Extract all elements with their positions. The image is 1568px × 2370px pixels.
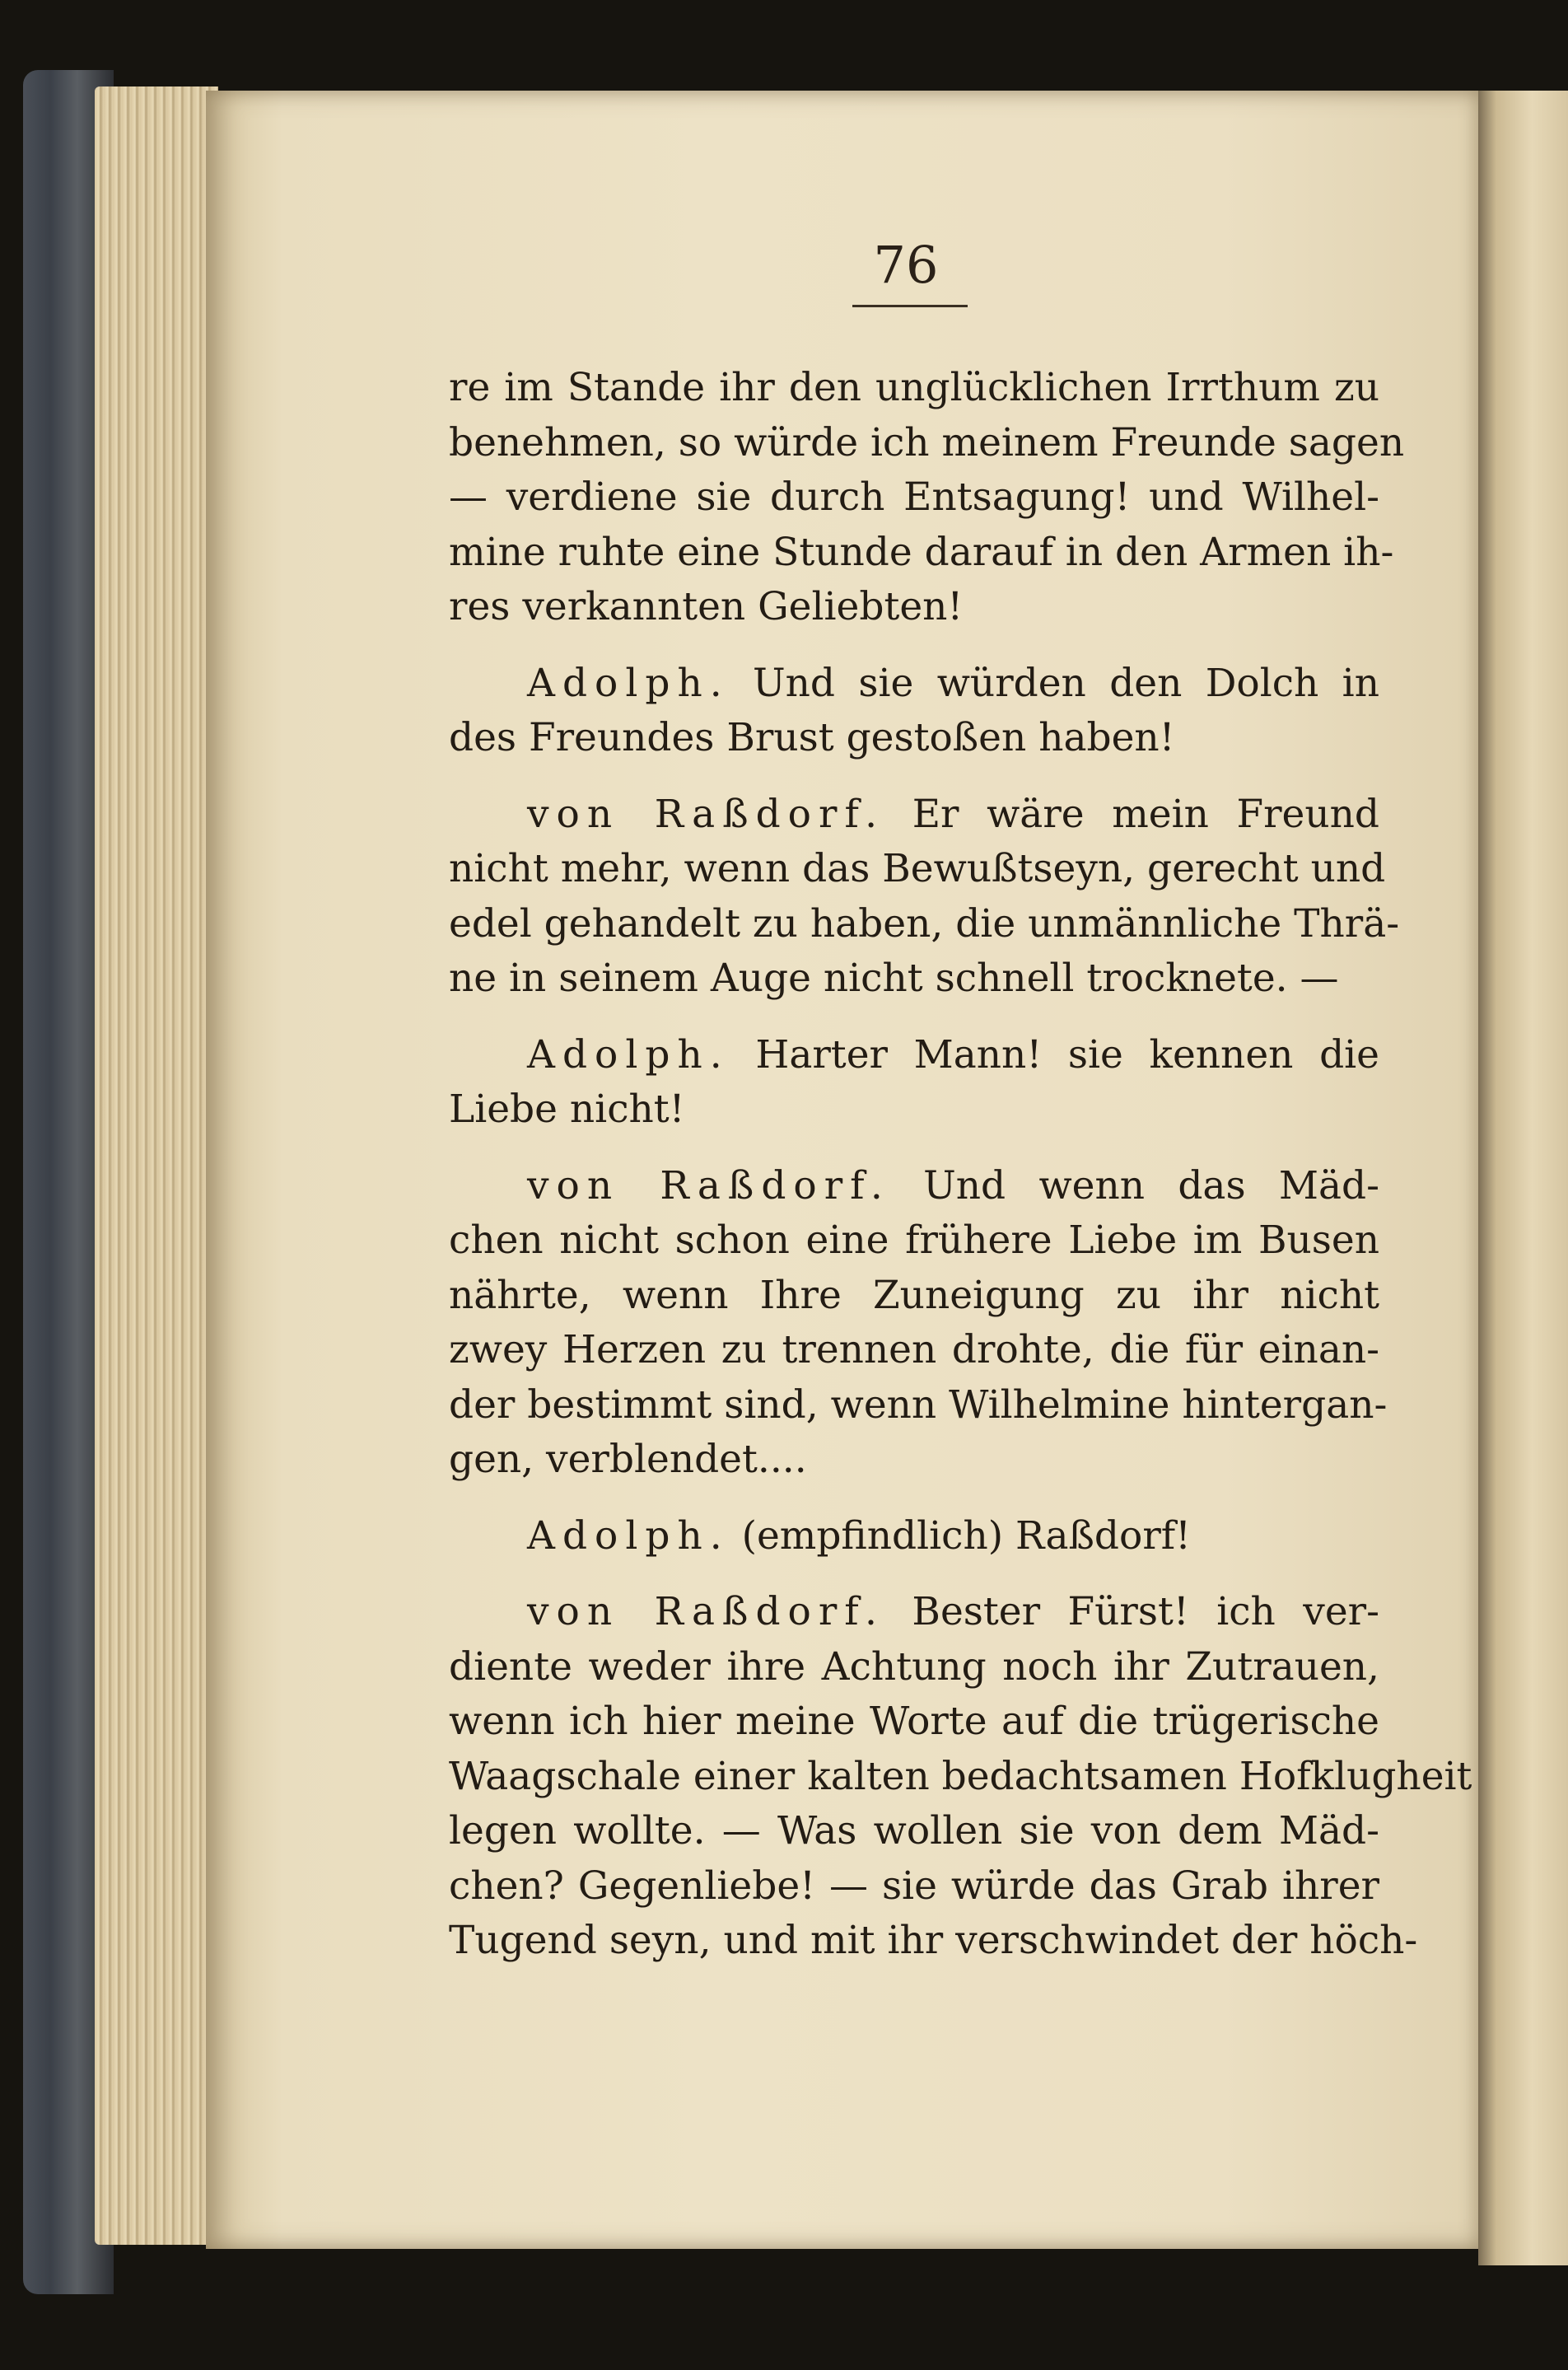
text-line: Und sie würden den Dolch in: [753, 660, 1379, 706]
speaker-name: Adolph.: [527, 1031, 730, 1077]
text-line: — verdiene sie durch Entsagung! und Wilhel-: [449, 474, 1379, 520]
text-line: res verkannten Geliebten!: [449, 584, 964, 629]
text-line: des Freundes Brust gestoßen haben!: [449, 715, 1175, 760]
page-number-rule: [852, 305, 968, 307]
text-line: Liebe nicht!: [449, 1087, 685, 1132]
text-line: edel gehandelt zu haben, die unmännliche Thrä-: [449, 900, 1400, 947]
dialogue-first-line: [449, 1509, 1379, 1564]
speaker-name: von Raßdorf.: [527, 791, 885, 837]
page-text: [449, 361, 1472, 1969]
text-line: diente weder ihre Achtung noch ihr Zutrauen,: [449, 1643, 1379, 1690]
text-line: Er wäre mein Freund: [912, 791, 1379, 837]
text-line: nicht mehr, wenn das Bewußtseyn, gerecht und: [449, 846, 1386, 891]
text-line: wenn ich hier meine Worte auf die trügerische: [449, 1699, 1379, 1744]
text-line: benehmen, so würde ich meinem Freunde sagen: [449, 419, 1405, 465]
text-line: re im Stande ihr den unglücklichen Irrthum zu: [449, 365, 1379, 410]
dialogue-first-line: [449, 1028, 1379, 1083]
facing-page-edge: [1478, 91, 1568, 2265]
text-line: (empfindlich) Raßdorf!: [741, 1512, 1192, 1559]
page-number: 76: [873, 235, 939, 295]
text-line: Tugend seyn, und mit ihr verschwindet der höch-: [449, 1918, 1418, 1963]
speaker-name: von Raßdorf.: [527, 1589, 884, 1634]
text-line: nährte, wenn Ihre Zuneigung zu ihr nicht: [449, 1272, 1379, 1318]
text-line: chen? Gegenliebe! — sie würde das Grab ihrer: [449, 1863, 1379, 1909]
dialogue-first-line: [449, 1585, 1379, 1640]
text-line: Waagschale einer kalten bedachtsamen Hofklugheit: [449, 1753, 1472, 1799]
text-line: gen, verblendet....: [449, 1437, 807, 1482]
text-line: Bester Fürst! ich ver-: [912, 1589, 1379, 1634]
dialogue-first-line: [449, 1159, 1379, 1214]
text-line: mine ruhte eine Stunde darauf in den Armen ih-: [449, 529, 1394, 575]
dialogue-first-line: [449, 657, 1379, 712]
text-line: ne in seinem Auge nicht schnell trocknete. —: [449, 956, 1339, 1001]
text-line: legen wollte. — Was wollen sie von dem Mäd-: [449, 1808, 1379, 1853]
text-line: der bestimmt sind, wenn Wilhelmine hintergan-: [449, 1381, 1388, 1428]
speaker-name: Adolph.: [527, 1512, 730, 1559]
text-line: chen nicht schon eine frühere Liebe im Busen: [449, 1218, 1379, 1263]
page-edges: [95, 86, 218, 2245]
dialogue-first-line: [449, 788, 1379, 843]
speaker-name: Adolph.: [527, 660, 730, 706]
speaker-name: von Raßdorf.: [527, 1162, 890, 1208]
text-line: zwey Herzen zu trennen drohte, die für einan-: [449, 1327, 1379, 1372]
text-line: Harter Mann! sie kennen die: [755, 1031, 1379, 1077]
text-line: Und wenn das Mäd-: [923, 1162, 1379, 1208]
